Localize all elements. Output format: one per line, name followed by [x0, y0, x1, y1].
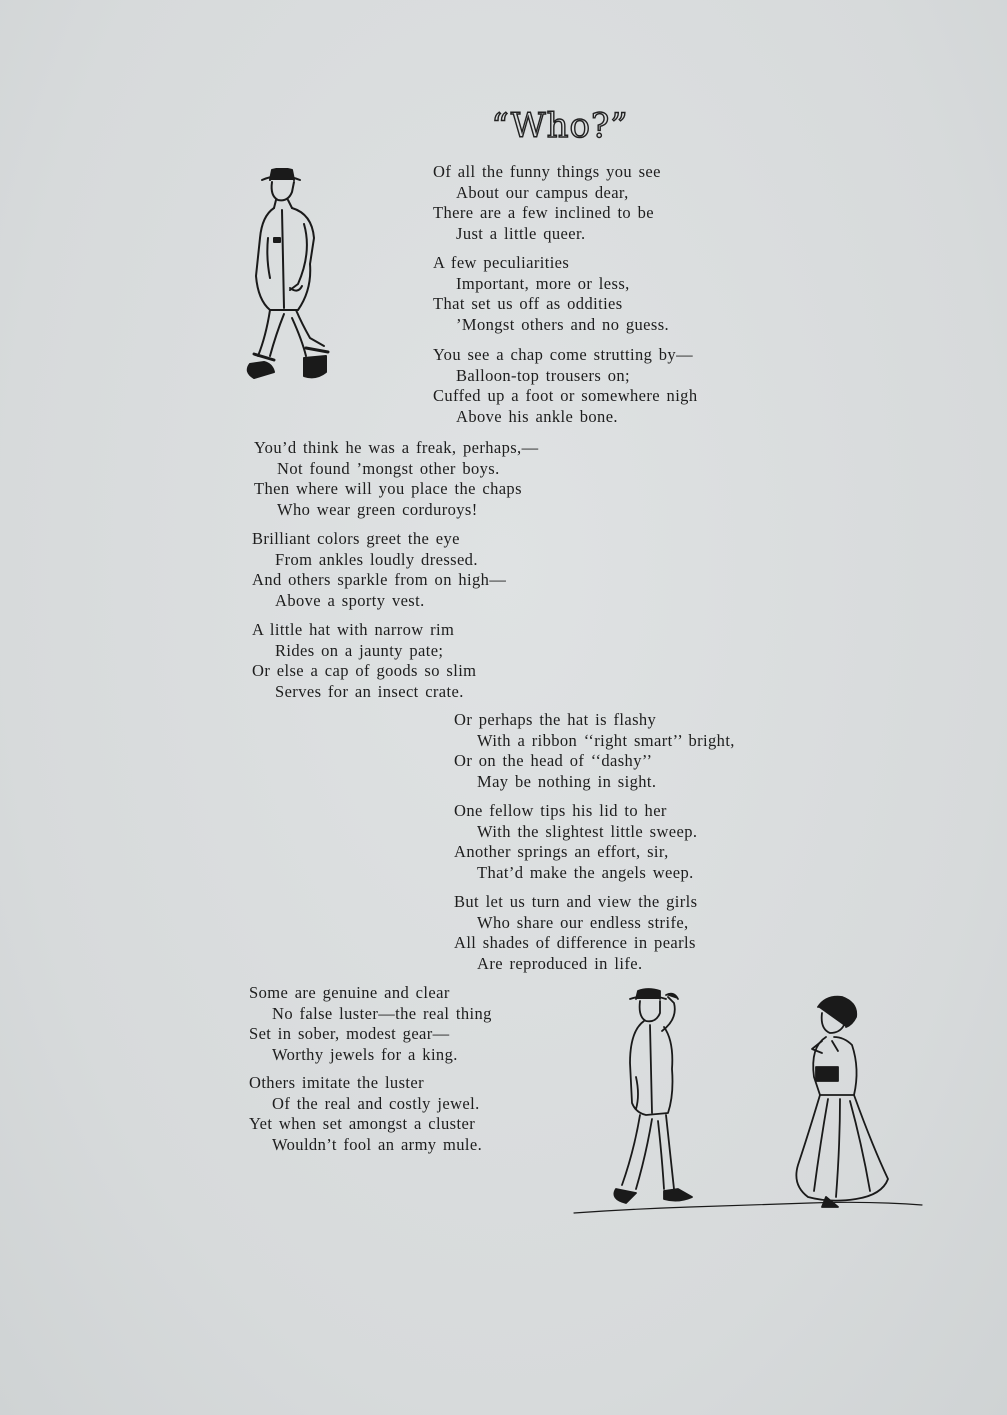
poem-line: Just a little queer.	[456, 223, 586, 243]
poem-line: May be nothing in sight.	[477, 771, 657, 791]
poem-line: With a ribbon ‘‘right smart’’ bright,	[477, 730, 735, 750]
poem-line: You’d think he was a freak, perhaps,—	[254, 438, 539, 457]
poem-line: Yet when set amongst a cluster	[249, 1114, 476, 1134]
poem-line: A little hat with narrow rim	[252, 620, 455, 639]
poem-line: Wouldn’t fool an army mule.	[272, 1134, 483, 1154]
poem-line: One fellow tips his lid to her	[454, 801, 667, 820]
stanza-2	[433, 253, 669, 335]
poem-line: With the slightest little sweep.	[477, 821, 698, 841]
poem-line: Above his ankle bone.	[456, 406, 618, 426]
poem-line: Are reproduced in life.	[477, 953, 643, 973]
stanza-5	[252, 529, 506, 611]
poem-line: Or on the head of ‘‘dashy’’	[454, 751, 653, 771]
poem-line: Or perhaps the hat is flashy	[454, 710, 657, 729]
poem-line: ’Mongst others and no guess.	[456, 314, 670, 334]
poem-line: Serves for an insect crate.	[275, 681, 464, 701]
stanza-8	[454, 801, 697, 883]
poem-line: Not found ’mongst other boys.	[277, 458, 500, 478]
poem-line: Brilliant colors greet the eye	[252, 529, 460, 548]
poem-line: But let us turn and view the girls	[454, 892, 698, 911]
poem-line: Set in sober, modest gear—	[249, 1024, 450, 1044]
poem-line: No false luster—the real thing	[272, 1003, 492, 1023]
poem-line: Of the real and costly jewel.	[272, 1093, 480, 1113]
poem-line: That set us off as oddities	[433, 294, 623, 314]
poem-line: Or else a cap of goods so slim	[252, 661, 477, 681]
poem-line: Important, more or less,	[456, 273, 630, 293]
poem-line: There are a few inclined to be	[433, 203, 654, 223]
poem-line: Balloon-top trousers on;	[456, 365, 630, 385]
poem-line: Above a sporty vest.	[275, 590, 425, 610]
poem-line: Then where will you place the chaps	[254, 479, 522, 499]
poem-line: Cuffed up a foot or somewhere nigh	[433, 386, 698, 406]
poem-line: Who wear green corduroys!	[277, 499, 478, 519]
poem-line: Of all the funny things you see	[433, 162, 661, 181]
poem-line: About our campus dear,	[456, 182, 629, 202]
poem-line: Worthy jewels for a king.	[272, 1044, 458, 1064]
stanza-9	[454, 892, 697, 974]
stanza-7	[454, 710, 735, 792]
stanza-6	[252, 620, 476, 702]
stanza-11	[249, 1073, 482, 1155]
poem-line: Some are genuine and clear	[249, 983, 450, 1002]
poem-line: And others sparkle from on high—	[252, 570, 507, 590]
couple-illustration	[570, 985, 925, 1217]
man-walking-illustration	[240, 168, 340, 386]
poem-line: Another springs an effort, sir,	[454, 842, 669, 862]
poem-line: Rides on a jaunty pate;	[275, 640, 444, 660]
stanza-4	[254, 438, 538, 520]
poem-title: “Who?”	[491, 106, 629, 146]
poem-line: Others imitate the luster	[249, 1073, 424, 1092]
stanza-3	[433, 345, 698, 427]
stanza-1	[433, 162, 661, 244]
stanza-10	[249, 983, 492, 1065]
poem-line: A few peculiarities	[433, 253, 570, 272]
poem-line: That’d make the angels weep.	[477, 862, 694, 882]
poem-line: From ankles loudly dressed.	[275, 549, 478, 569]
poem-line: All shades of difference in pearls	[454, 933, 696, 953]
poem-line: You see a chap come strutting by—	[433, 345, 693, 364]
poem-line: Who share our endless strife,	[477, 912, 689, 932]
